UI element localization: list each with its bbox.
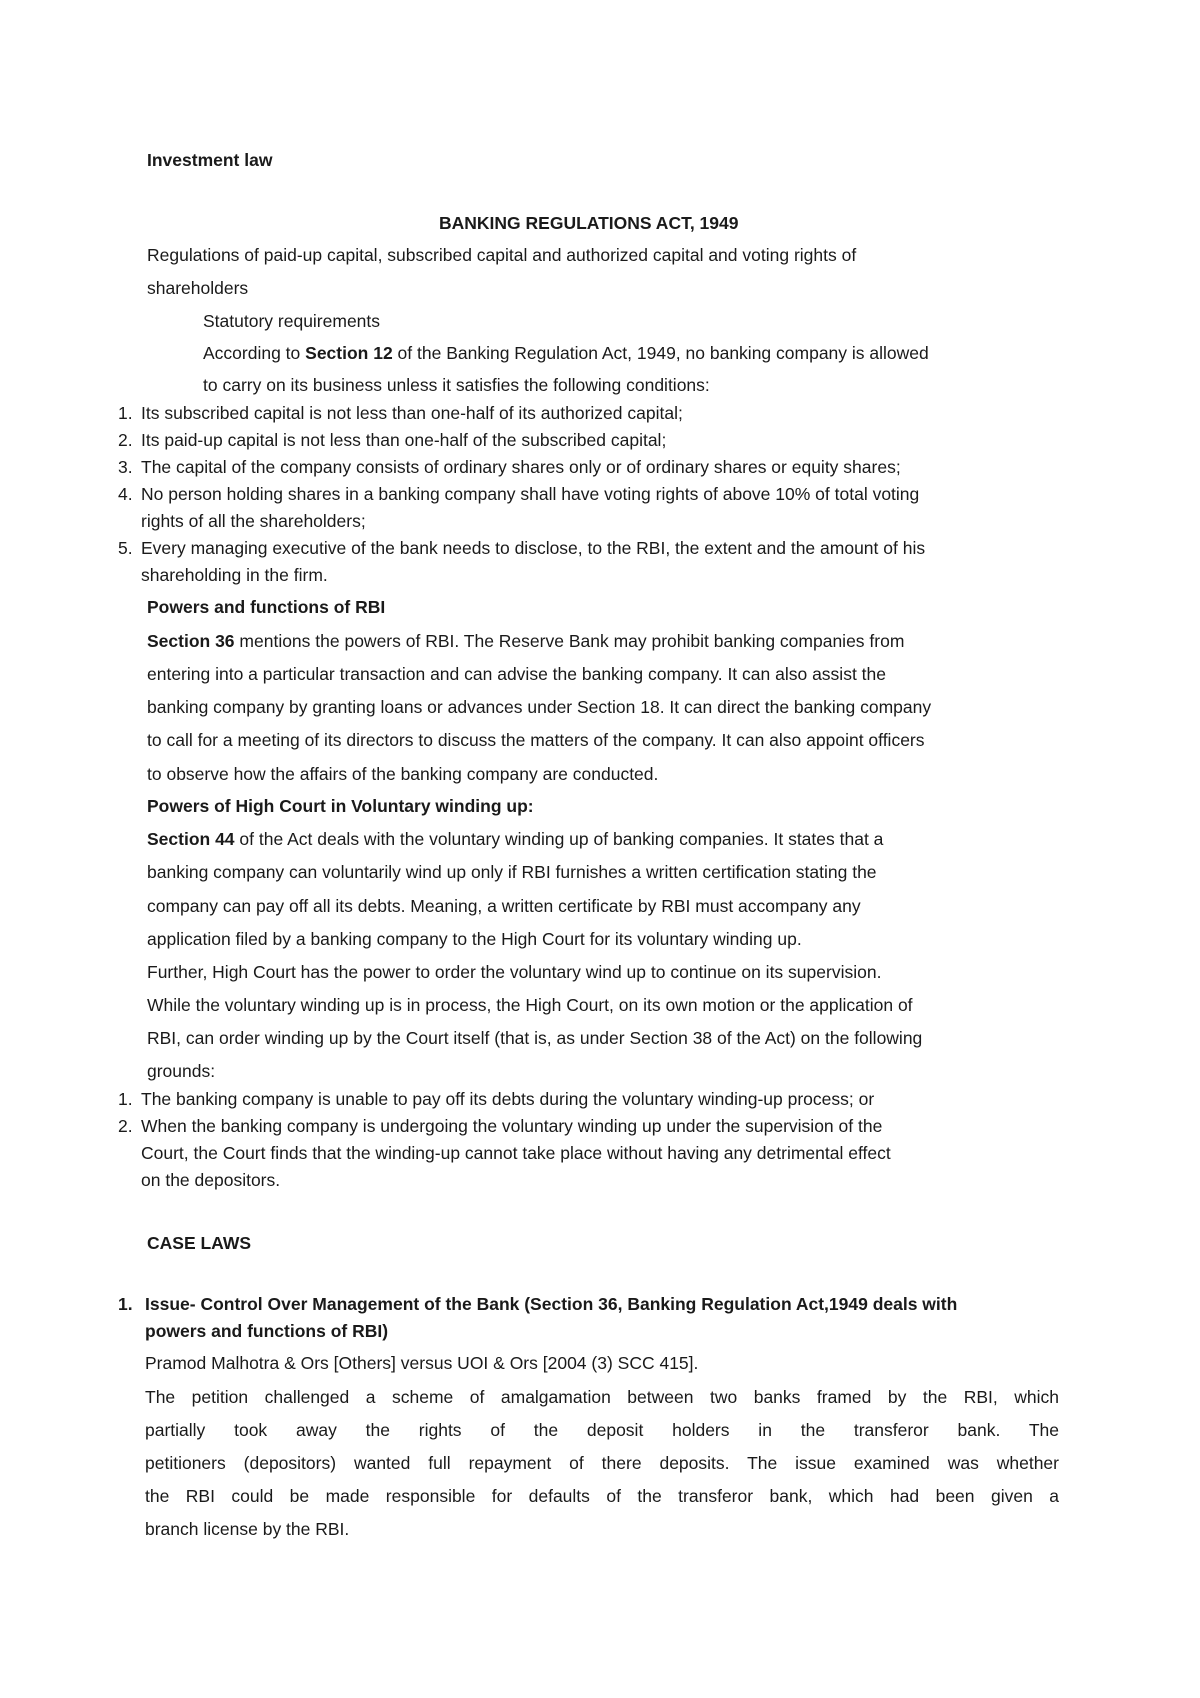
- hc-line: grounds:: [147, 1061, 216, 1081]
- section12-line-2: to carry on its business unless it satisfies the following conditions:: [203, 375, 710, 395]
- powers-line: to call for a meeting of its directors to discuss the matters of the company. It can also appoint officers: [147, 730, 925, 750]
- condition-number: 3.: [118, 457, 133, 477]
- condition-text: The capital of the company consists of ordinary shares only or of ordinary shares or equity shares;: [141, 457, 901, 477]
- ground-text: The banking company is unable to pay off its debts during the voluntary winding-up process; or: [141, 1089, 875, 1109]
- condition-text: Its subscribed capital is not less than one-half of its authorized capital;: [141, 403, 683, 423]
- ground-text: When the banking company is undergoing the voluntary winding up under the supervision of the: [141, 1116, 883, 1136]
- section36-ref: Section 36: [147, 631, 235, 651]
- condition-number: 5.: [118, 538, 133, 558]
- hc-line: Further, High Court has the power to order the voluntary wind up to continue on its supervision.: [147, 962, 882, 982]
- ground-text: Court, the Court finds that the winding-up cannot take place without having any detrimental effect: [141, 1143, 891, 1163]
- condition-text: shareholding in the firm.: [141, 565, 328, 585]
- top-label: Investment law: [147, 150, 273, 170]
- case-issue: Issue- Control Over Management of the Bank (Section 36, Banking Regulation Act,1949 deals with: [145, 1294, 958, 1314]
- act-title: BANKING REGULATIONS ACT, 1949: [439, 213, 739, 233]
- hc-line: While the voluntary winding up is in process, the High Court, on its own motion or the application of: [147, 995, 913, 1015]
- section12-ref: Section 12: [305, 343, 393, 363]
- condition-text: Its paid-up capital is not less than one-half of the subscribed capital;: [141, 430, 667, 450]
- case-laws-heading: CASE LAWS: [147, 1233, 252, 1253]
- section44-ref: Section 44: [147, 829, 235, 849]
- hc-heading: Powers of High Court in Voluntary winding up:: [147, 796, 534, 816]
- condition-number: 4.: [118, 484, 133, 504]
- condition-number: 1.: [118, 403, 133, 423]
- powers-line: entering into a particular transaction and can advise the banking company. It can also assist the: [147, 664, 886, 684]
- intro-line-2: shareholders: [147, 278, 249, 298]
- case-body-line: petitioners (depositors) wanted full repayment of there deposits. The issue examined was whether: [145, 1453, 1059, 1473]
- case-body-line: branch license by the RBI.: [145, 1519, 350, 1539]
- case-body-line: The petition challenged a scheme of amalgamation between two banks framed by the RBI, which: [145, 1387, 1059, 1407]
- powers-line: Section 36 mentions the powers of RBI. The Reserve Bank may prohibit banking companies from: [147, 631, 905, 651]
- hc-line: company can pay off all its debts. Meaning, a written certificate by RBI must accompany any: [147, 896, 861, 916]
- case-number: 1.: [118, 1294, 133, 1314]
- ground-text: on the depositors.: [141, 1170, 281, 1190]
- ground-number: 2.: [118, 1116, 133, 1136]
- hc-line: Section 44 of the Act deals with the voluntary winding up of banking companies. It states that a: [147, 829, 884, 849]
- hc-line: application filed by a banking company to the High Court for its voluntary winding up.: [147, 929, 802, 949]
- powers-heading: Powers and functions of RBI: [147, 597, 386, 617]
- condition-number: 2.: [118, 430, 133, 450]
- powers-line: banking company by granting loans or advances under Section 18. It can direct the banking company: [147, 697, 932, 717]
- condition-text: Every managing executive of the bank needs to disclose, to the RBI, the extent and the amount of his: [141, 538, 926, 558]
- case-body-line: partially took away the rights of the deposit holders in the transferor bank. The: [145, 1420, 1059, 1440]
- case-issue: powers and functions of RBI): [145, 1321, 389, 1341]
- case-citation: Pramod Malhotra & Ors [Others] versus UOI & Ors [2004 (3) SCC 415].: [145, 1353, 699, 1373]
- statutory-heading: Statutory requirements: [203, 311, 381, 331]
- condition-text: rights of all the shareholders;: [141, 511, 366, 531]
- section12-line-1: According to Section 12 of the Banking Regulation Act, 1949, no banking company is allowed: [203, 343, 929, 363]
- hc-line: RBI, can order winding up by the Court itself (that is, as under Section 38 of the Act) on the following: [147, 1028, 923, 1048]
- hc-line: banking company can voluntarily wind up only if RBI furnishes a written certification stating the: [147, 862, 877, 882]
- ground-number: 1.: [118, 1089, 133, 1109]
- intro-line-1: Regulations of paid-up capital, subscribed capital and authorized capital and voting rights of: [147, 245, 857, 265]
- case-body-line: the RBI could be made responsible for defaults of the transferor bank, which had been given a: [145, 1486, 1059, 1506]
- powers-line: to observe how the affairs of the banking company are conducted.: [147, 764, 659, 784]
- condition-text: No person holding shares in a banking company shall have voting rights of above 10% of total voting: [141, 484, 920, 504]
